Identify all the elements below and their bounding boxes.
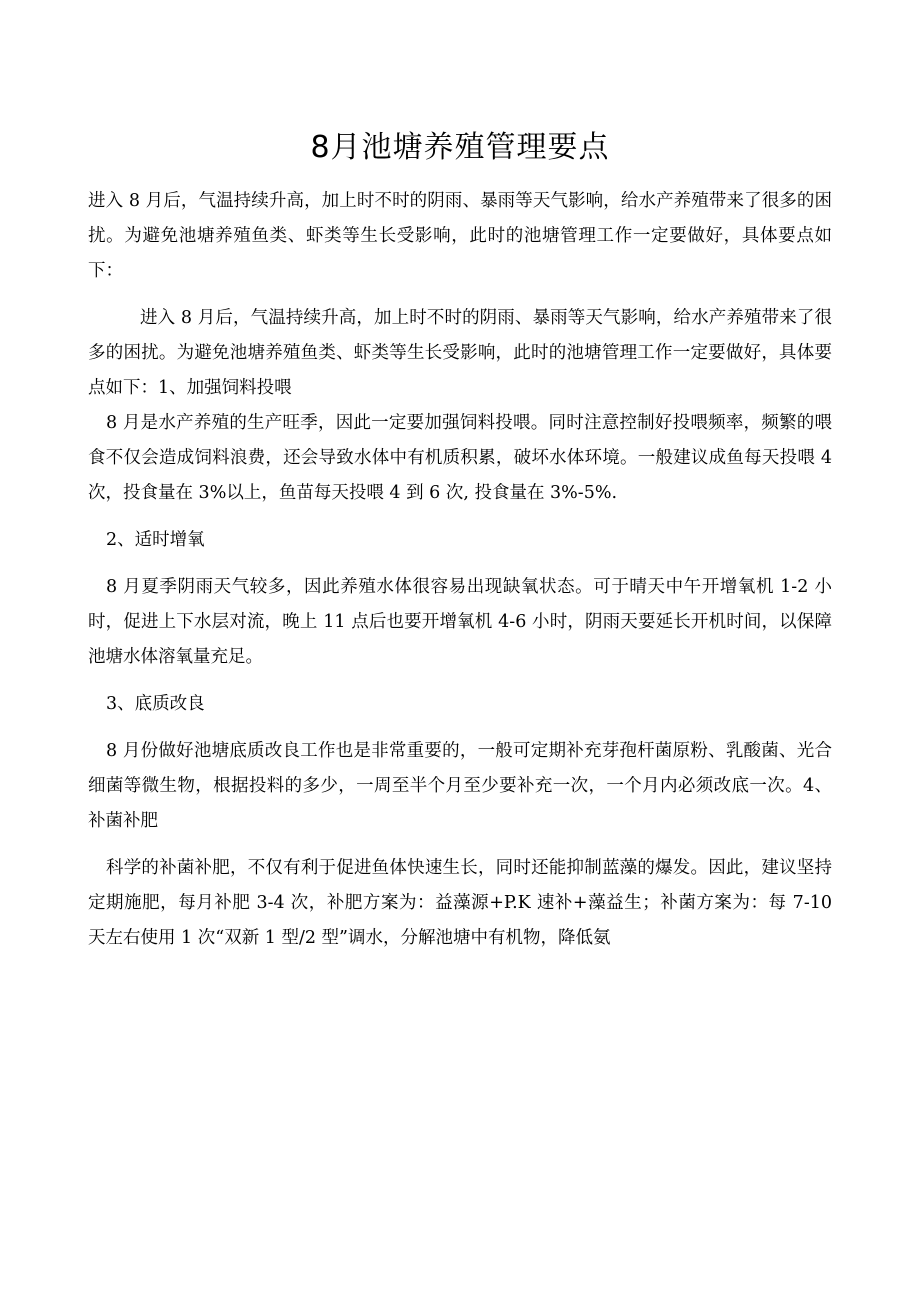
section-heading-oxygen: 2、适时增氧: [106, 530, 205, 550]
document-title: 8月池塘养殖管理要点: [310, 130, 610, 165]
oxygen-paragraph: 8 月夏季阴雨天气较多，因此养殖水体很容易出现缺氧状态。可于晴天中午开增氧机 1-2 小时，促进上下水层对流，晚上 11 点后也要开增氧机 4-6 小时，阴雨天要延长开机时间，以保障池塘水体溶氧量充足。: [88, 577, 832, 667]
intro-paragraph: 进入 8 月后，气温持续升高，加上时不时的阴雨、暴雨等天气影响，给水产养殖带来了很多的困扰。为避免池塘养殖鱼类、虾类等生长受影响，此时的池塘管理工作一定要做好，具体要点如下：: [88, 191, 832, 281]
document-body: [88, 184, 832, 956]
feeding-paragraph: 8 月是水产养殖的生产旺季，因此一定要加强饲料投喂。同时注意控制好投喂频率，频繁的喂食不仅会造成饲料浪费，还会导致水体中有机质积累，破坏水体环境。一般建议成鱼每天投喂 4 次，投食量在 3%以上，鱼苗每天投喂 4 到 6 次, 投食量在 3%-5%.: [88, 413, 832, 503]
section-heading-substrate: 3、底质改良: [106, 694, 205, 714]
substrate-paragraph: 8 月份做好池塘底质改良工作也是非常重要的，一般可定期补充芽孢杆菌原粉、乳酸菌、光合细菌等微生物，根据投料的多少，一周至半个月至少要补充一次，一个月内必须改底一次。4、补菌补肥: [88, 741, 832, 831]
bacteria-fertilizer-paragraph: 科学的补菌补肥，不仅有利于促进鱼体快速生长，同时还能抑制蓝藻的爆发。因此，建议坚持定期施肥，每月补肥 3-4 次，补肥方案为：益藻源+P.K 速补+藻益生；补菌方案为：每 7-10 天左右使用 1 次“双新 1 型/2 型”调水，分解池塘中有机物，降低氨: [88, 858, 832, 948]
repeated-intro-paragraph: 进入 8 月后，气温持续升高，加上时不时的阴雨、暴雨等天气影响，给水产养殖带来了很多的困扰。为避免池塘养殖鱼类、虾类等生长受影响，此时的池塘管理工作一定要做好，具体要点如下：1、加强饲料投喂: [88, 308, 832, 398]
